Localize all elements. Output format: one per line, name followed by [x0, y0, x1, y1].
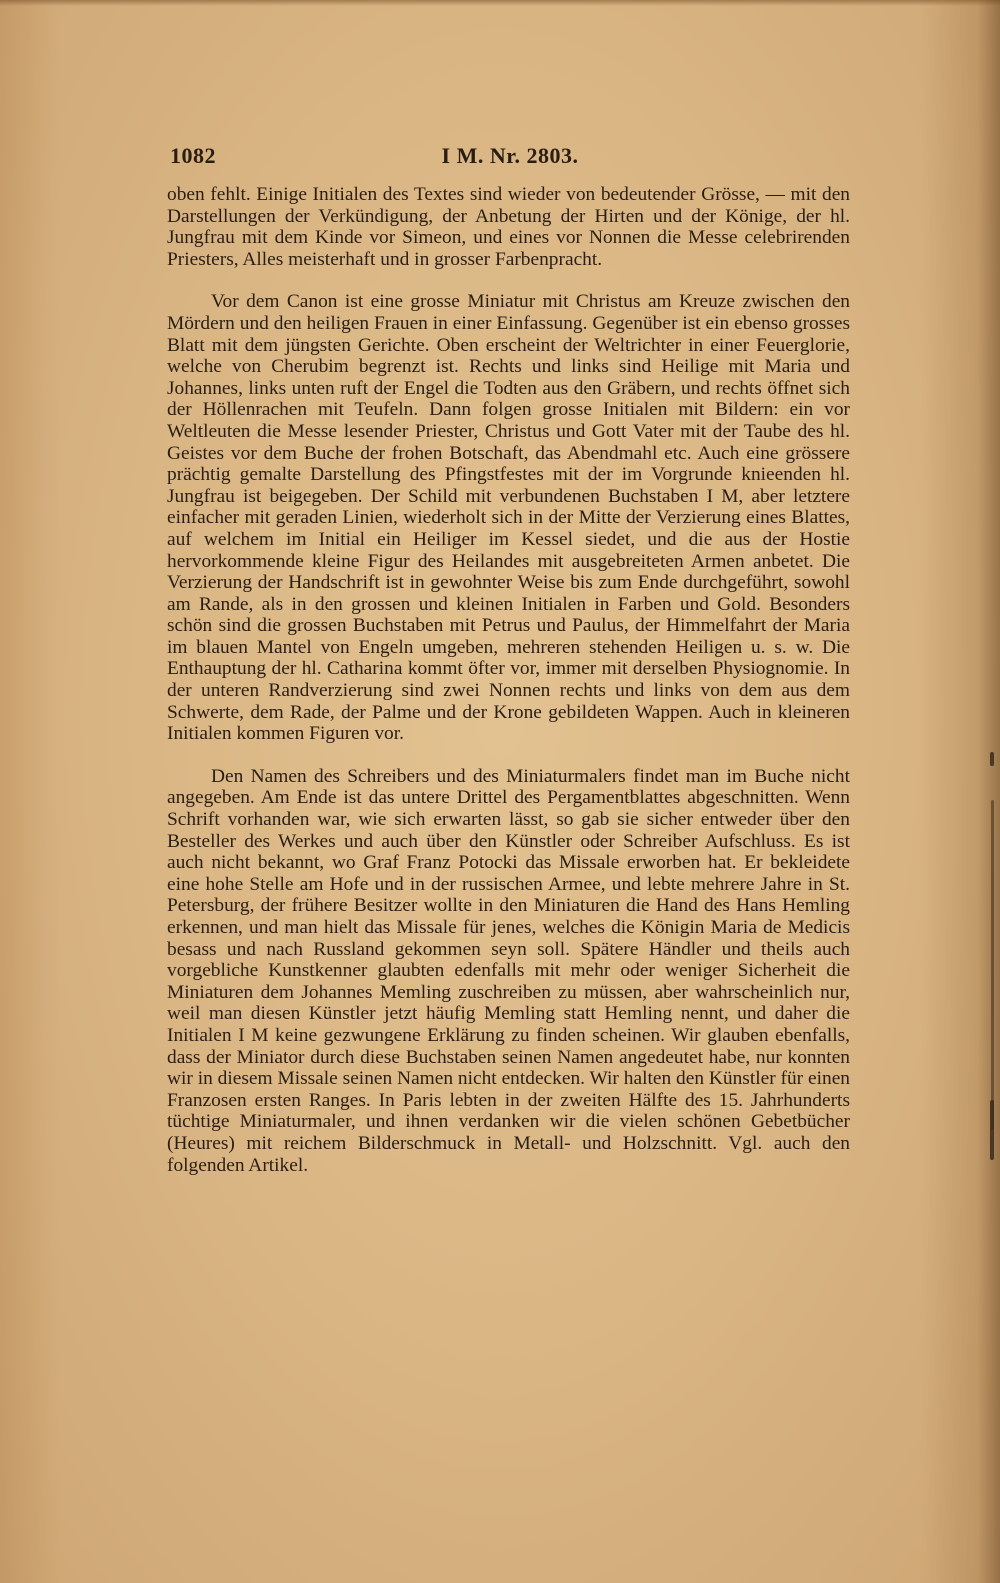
page-header	[170, 143, 850, 173]
body-text	[167, 184, 850, 1176]
page-right-edge	[978, 0, 1000, 1583]
page-top-edge	[0, 0, 1000, 6]
margin-mark	[991, 800, 994, 1130]
paragraph-1: oben fehlt. Einige Initialen des Textes sind wieder von bedeutender Grösse, — mit den Darstellungen der Verkündigung, der Anbetung der Hirten und der Könige, der hl. Jungfrau mit dem Kinde vor Simeon, und eines vor Nonnen die Messe celebrirenden Priesters, Alles meisterhaft und in grosser Farbenpracht.	[167, 184, 850, 270]
running-title: I M. Nr. 2803.	[441, 143, 579, 168]
page-number: 1082	[170, 143, 216, 168]
paragraph-2: Vor dem Canon ist eine grosse Miniatur mit Christus am Kreuze zwischen den Mördern und den heiligen Frauen in einer Einfassung. Gegenüber ist ein ebenso grosses Blatt mit dem jüngsten Gerichte. Oben erscheint der Weltrichter in einer Feuerglorie, welche von Cherubim begrenzt ist. Rechts und links sind Heilige mit Maria und Johannes, links unten ruft der Engel die Todten aus den Gräbern, und rechts öffnet sich der Höllenrachen mit Teufeln. Dann folgen grosse Initialen mit Bildern: ein vor Weltleuten die Messe lesender Priester, Christus und Gott Vater mit der Taube des hl. Geistes vor dem Buche der frohen Botschaft, das Abendmahl etc. Auch eine grössere prächtig gemalte Darstellung des Pfingstfestes mit der im Vorgrunde knieenden hl. Jungfrau ist beigegeben. Der Schild mit verbundenen Buchstaben I M, aber letztere einfacher mit geraden Linien, wiederholt sich in der Mitte der Verzierung eines Blattes, auf welchem im Initial ein Heiliger im Kessel siedet, und die aus der Hostie hervorkommende kleine Figur des Heilandes mit ausgebreiteten Armen anbetet. Die Verzierung der Handschrift ist in gewohnter Weise bis zum Ende durchgeführt, sowohl am Rande, als in den grossen und kleinen Initialen in Farben und Gold. Besonders schön sind die grossen Buchstaben mit Petrus und Paulus, der Himmelfahrt der Maria im blauen Mantel von Engeln umgeben, mehreren stehenden Heiligen u. s. w. Die Enthauptung der hl. Catharina kommt öfter vor, immer mit derselben Physiognomie. In der unteren Randverzierung sind zwei Nonnen rechts und links von dem aus dem Schwerte, dem Rade, der Palme und der Krone gebildeten Wappen. Auch in kleineren Initialen kommen Figuren vor.	[167, 291, 850, 745]
margin-mark	[990, 1100, 994, 1160]
paragraph-3: Den Namen des Schreibers und des Miniaturmalers findet man im Buche nicht angegeben. Am Ende ist das untere Drittel des Pergamentblattes abgeschnitten. Wenn Schrift vorhanden war, wie sich erwarten lässt, so gab sie sicher entweder über den Besteller des Werkes und auch über den Künstler oder Schreiber Aufschluss. Es ist auch nicht bekannt, wo Graf Franz Potocki das Missale erworben hat. Er bekleidete eine hohe Stelle am Hofe und in der russischen Armee, und lebte mehrere Jahre in St. Petersburg, der frühere Besitzer wollte in den Miniaturen die Hand des Hans Hemling erkennen, und man hielt das Missale für jenes, welches die Königin Maria de Medicis besass und nach Russland gekommen seyn soll. Spätere Händler und theils auch vorgebliche Kunstkenner glaubten edenfalls mit mehr oder weniger Sicherheit die Miniaturen dem Johannes Memling zuschreiben zu müssen, aber wahrscheinlich nur, weil man diesen Künstler jetzt häufig Memling statt Hemling nennt, und daher die Initialen I M keine gezwungene Erklärung zu finden scheinen. Wir glauben ebenfalls, dass der Miniator durch diese Buchstaben seinen Namen angedeutet habe, nur konnten wir in diesem Missale seinen Namen nicht entdecken. Wir halten den Künstler für einen Franzosen ersten Ranges. In Paris lebten in der zweiten Hälfte des 15. Jahrhunderts tüchtige Miniaturmaler, und ihnen verdanken wir die vielen schönen Gebetbücher (Heures) mit reichem Bilderschmuck in Metall- und Holzschnitt. Vgl. auch den folgenden Artikel.	[167, 765, 850, 1176]
margin-mark	[990, 752, 994, 766]
